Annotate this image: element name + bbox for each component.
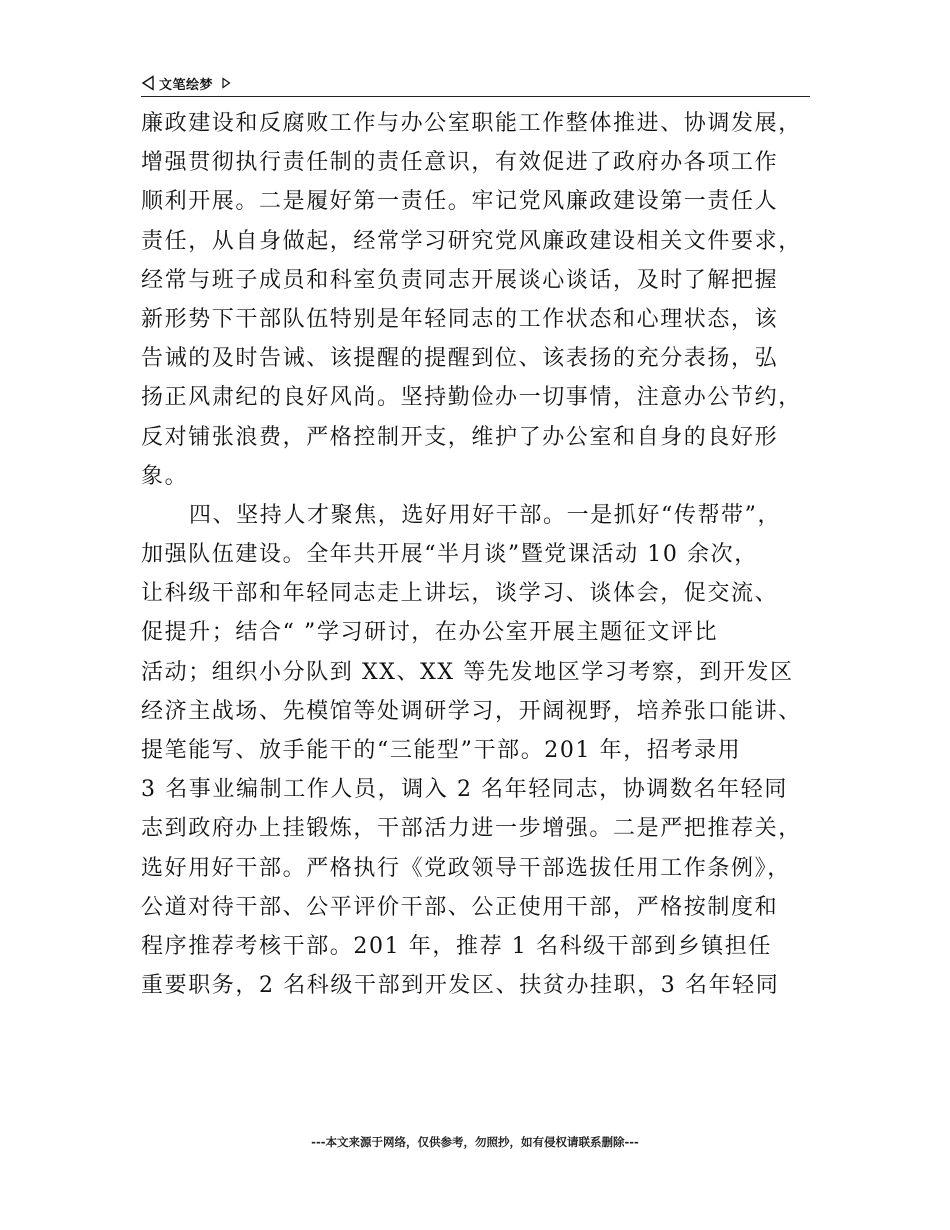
text-line: 象。: [141, 463, 189, 489]
header-brand: [141, 72, 231, 94]
text-line: 重要职务，2 名科级干部到开发区、扶贫办挂职，3 名年轻同: [141, 973, 780, 999]
text-line: 新形势下干部队伍特别是年轻同志的工作状态和心理状态，该: [141, 306, 779, 332]
triangle-left-icon: [141, 75, 155, 91]
paragraph-start-line: 四、坚持人才聚焦，选好用好干部。一是抓好“传帮带”，: [189, 502, 782, 528]
text-line: 让科级干部和年轻同志走上讲坛，谈学习、谈体会，促交流、: [141, 581, 779, 607]
text-line: 加强队伍建设。全年共开展“半月谈”暨党课活动 10 余次，: [141, 542, 758, 568]
text-line: 反对铺张浪费，严格控制开支，维护了办公室和自身的良好形: [141, 424, 779, 450]
text-line: 促提升；结合“ ”学习研讨，在办公室开展主题征文评比: [141, 620, 719, 646]
page-header: [141, 72, 810, 97]
text-line: 程序推荐考核干部。201 年，推荐 1 名科级干部到乡镇担任: [141, 933, 772, 959]
text-line: 活动；组织小分队到 XX、XX 等先发地区学习考察，到开发区: [141, 659, 794, 685]
text-line: 责任，从自身做起，经常学习研究党风廉政建设相关文件要求，: [141, 228, 802, 254]
triangle-right-icon: [221, 77, 231, 89]
document-body: [141, 104, 813, 1005]
text-line: 公道对待干部、公平评价干部、公正使用干部，严格按制度和: [141, 894, 779, 920]
page-footer-notice: ---本文来源于网络，仅供参考，勿照抄，如有侵权请联系删除---: [311, 1135, 639, 1149]
header-title: 文笔绘梦: [159, 77, 214, 93]
text-line: 告诫的及时告诫、该提醒的提醒到位、该表扬的充分表扬，弘: [141, 346, 779, 372]
text-line: 经常与班子成员和科室负责同志开展谈心谈话，及时了解把握: [141, 267, 779, 293]
text-line: 顺利开展。二是履好第一责任。牢记党风廉政建设第一责任人: [141, 189, 779, 215]
text-line: 志到政府办上挂锻炼，干部活力进一步增强。二是严把推荐关，: [141, 816, 802, 842]
text-line: 提笔能写、放手能干的“三能型”干部。201 年，招考录用: [141, 738, 742, 763]
text-line: 经济主战场、先模馆等处调研学习，开阔视野，培养张口能讲、: [141, 698, 802, 724]
text-line: 廉政建设和反腐败工作与办公室职能工作整体推进、协调发展，: [141, 111, 802, 136]
text-line: 3 名事业编制工作人员，调入 2 名年轻同志，协调数名年轻同: [141, 777, 788, 803]
text-line: 增强贯彻执行责任制的责任意识，有效促进了政府办各项工作: [141, 150, 779, 176]
text-line: 扬正风肃纪的良好风尚。坚持勤俭办一切事情，注意办公节约，: [141, 385, 802, 411]
text-line: 选好用好干部。严格执行《党政领导干部选拔任用工作条例》，: [141, 855, 791, 881]
